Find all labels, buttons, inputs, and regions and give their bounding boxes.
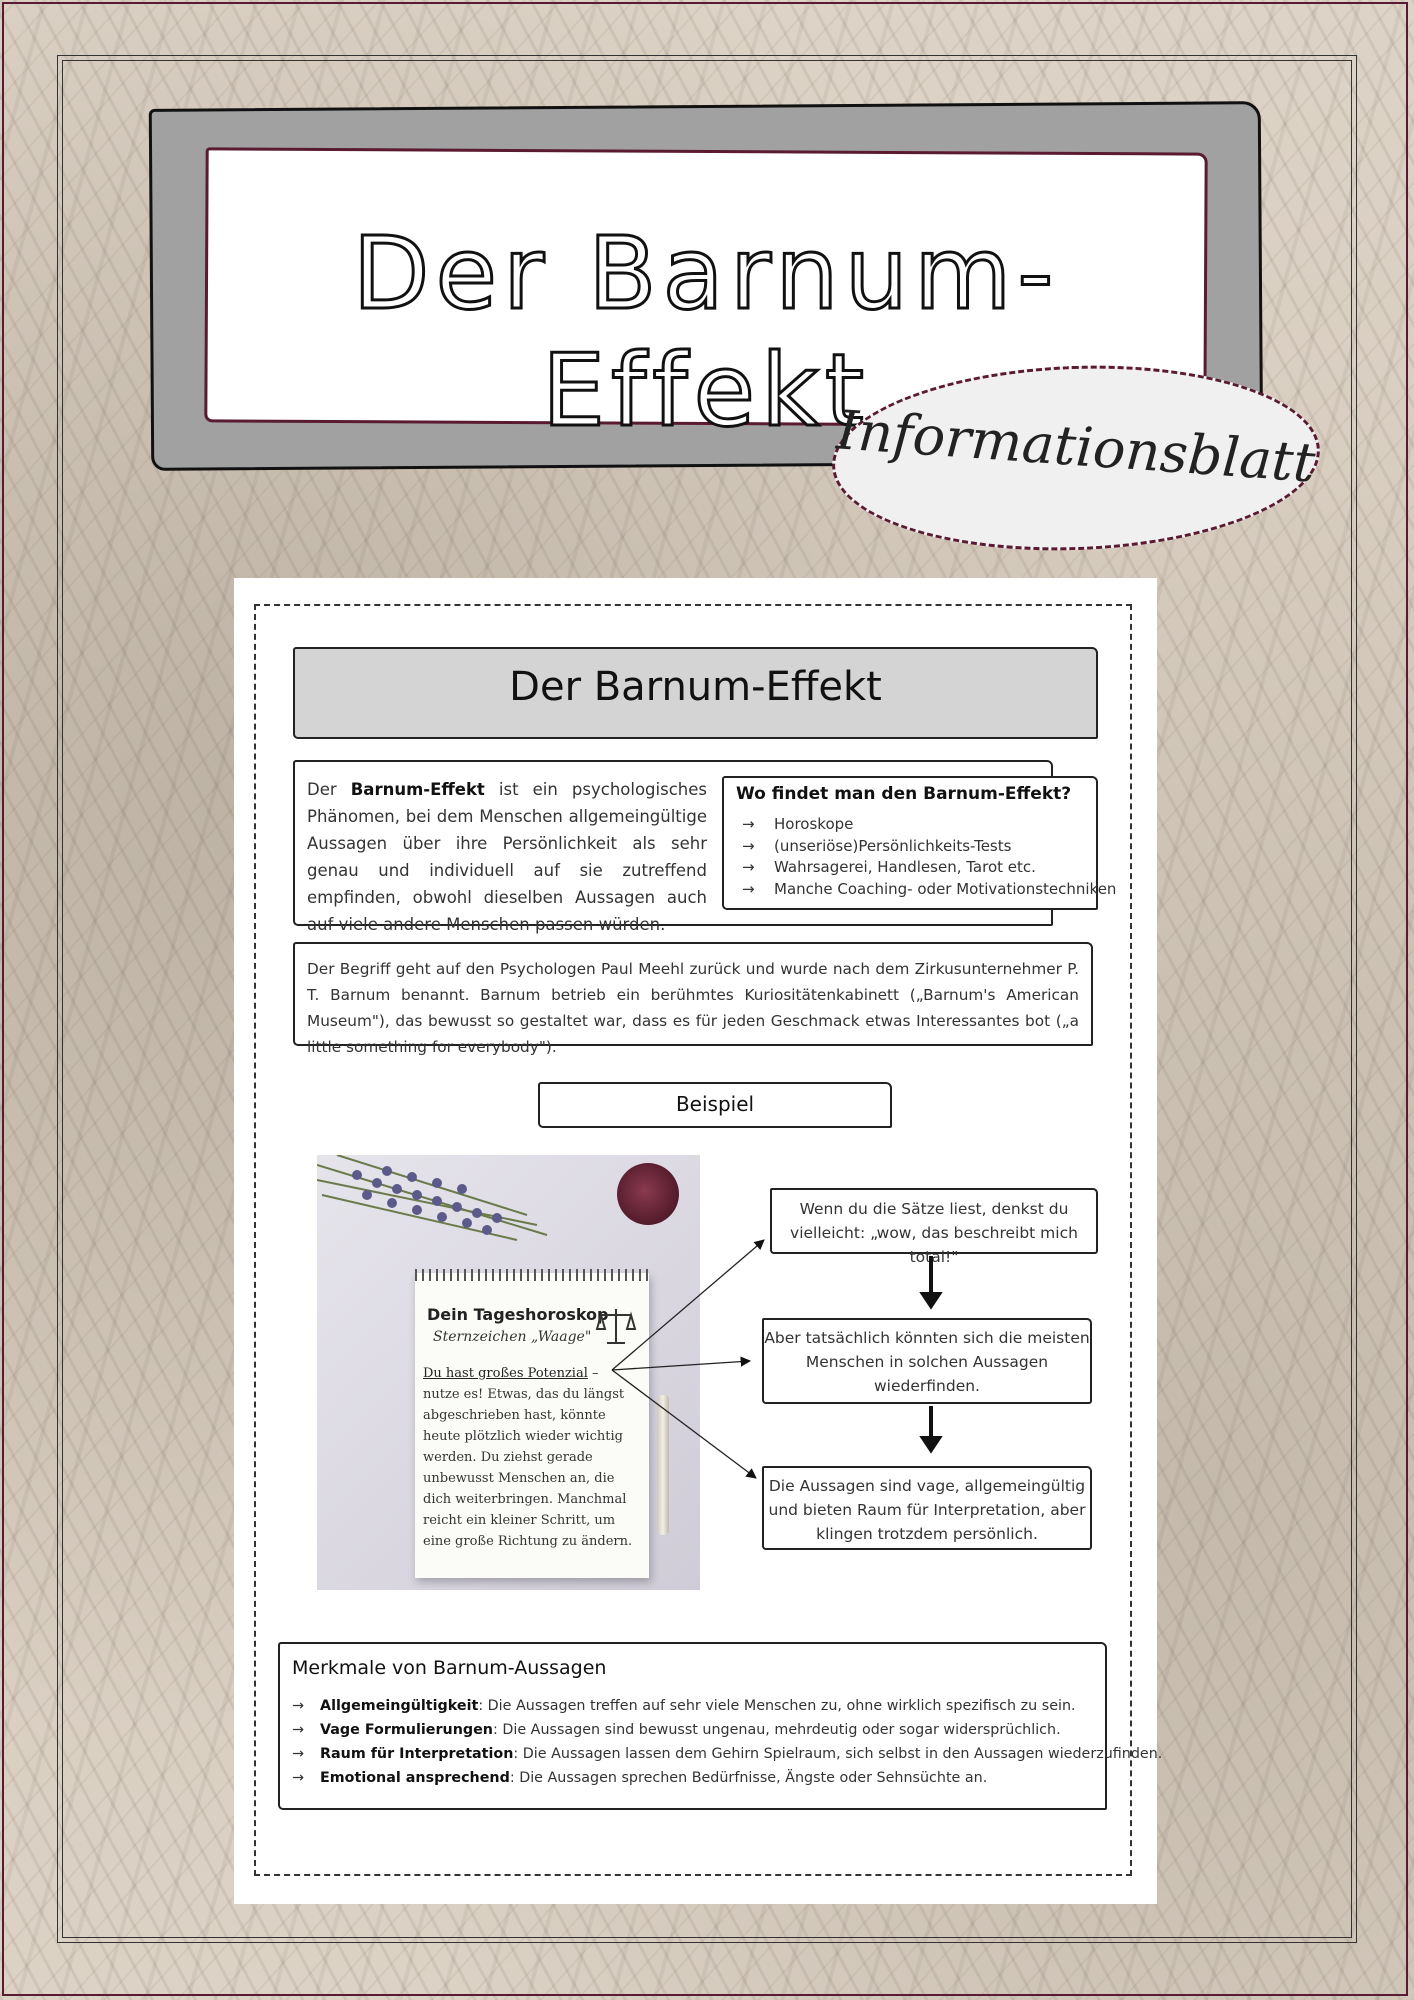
horoscope-photo	[317, 1155, 700, 1590]
list-item	[292, 1718, 1162, 1742]
lavender-icon	[317, 1155, 557, 1245]
arrow-right-icon: →	[292, 1698, 304, 1714]
list-item	[292, 1766, 1162, 1790]
arrow-right-icon: →	[742, 815, 755, 833]
feature-term: Vage Formulierungen	[320, 1722, 493, 1738]
flow-box-2: Aber tatsächlich könnten sich die meisten Menschen in solchen Aussagen wiederfinden.	[762, 1318, 1092, 1404]
notebook-spiral	[415, 1269, 649, 1281]
example-label: Beispiel	[675, 1092, 755, 1116]
flow-box-3: Die Aussagen sind vage, allgemeingültig und bieten Raum für Interpretation, aber klingen trotzdem persönlich.	[762, 1466, 1092, 1550]
page-title: Der Barnum-Effekt	[352, 215, 1060, 449]
list-item	[742, 836, 1116, 858]
arrow-right-icon: →	[292, 1746, 304, 1762]
list-item	[742, 814, 1116, 836]
flow-box-1: Wenn du die Sätze liest, denkst du vielleicht: „wow, das beschreibt mich total!"	[770, 1188, 1098, 1254]
horoscope-text: – nutze es! Etwas, das du längst abgeschrieben hast, könnte heute plötzlich wieder wichtig werden. Du ziehst gerade unbewusst Menschen an, die dich weiterbringen. Manchmal reicht ein kleiner Schritt, um eine große Richtung zu ändern.	[423, 1366, 633, 1549]
list-item	[292, 1694, 1162, 1718]
horoscope-subtitle: Sternzeichen „Waage"	[433, 1329, 592, 1345]
arrow-right-icon: →	[292, 1722, 304, 1738]
intro-text	[307, 776, 707, 938]
list-item	[742, 857, 1116, 879]
horoscope-body	[423, 1363, 633, 1552]
pen-icon	[657, 1395, 669, 1535]
intro-term: Barnum-Effekt	[350, 780, 485, 799]
badge-label: Informationsblatt	[834, 398, 1318, 495]
feature-term: Raum für Interpretation	[320, 1746, 514, 1762]
arrow-right-icon: →	[742, 879, 755, 898]
horoscope-title: Dein Tageshoroskop	[427, 1305, 609, 1324]
where-item: Manche Coaching- oder Motivationstechniken	[774, 879, 1117, 898]
feature-term: Allgemeingültigkeit	[320, 1698, 479, 1714]
where-list	[742, 814, 1116, 900]
where-item: (unseriöse)Persönlichkeits-Tests	[774, 836, 1012, 855]
feature-text: : Die Aussagen lassen dem Gehirn Spielraum, sich selbst in den Aussagen wiederzufinden.	[513, 1746, 1163, 1762]
arrow-right-icon: →	[292, 1770, 304, 1786]
where-title: Wo findet man den Barnum-Effekt?	[736, 784, 1072, 804]
feature-text: : Die Aussagen sprechen Bedürfnisse, Ängste oder Sehnsüchte an.	[509, 1770, 988, 1786]
list-item	[292, 1742, 1162, 1766]
where-item: Horoskope	[774, 815, 854, 833]
intro-body: ist ein psychologisches Phänomen, bei dem Menschen allgemeingültige Aussagen über ihre Persönlichkeit als sehr genau und individuell auf sie zutreffend empfinden, obwohl dieselben Aussagen auch auf viele andere Menschen passen würden.	[307, 780, 707, 934]
features-title: Merkmale von Barnum-Aussagen	[292, 1657, 607, 1679]
libra-scale-icon	[595, 1305, 637, 1347]
list-item	[742, 879, 1116, 901]
feature-text: : Die Aussagen treffen auf sehr viele Menschen zu, ohne wirklich spezifisch zu sein.	[478, 1698, 1076, 1714]
arrow-right-icon: →	[742, 836, 755, 855]
feature-term: Emotional ansprechend	[320, 1770, 510, 1786]
feature-text: : Die Aussagen sind bewusst ungenau, mehrdeutig oder sogar widersprüchlich.	[493, 1722, 1061, 1738]
candle-icon	[617, 1163, 679, 1225]
origin-text: Der Begriff geht auf den Psychologen Paul Meehl zurück und wurde nach dem Zirkusunternehmer P. T. Barnum benannt. Barnum betrieb ein berühmtes Kuriositätenkabinett („Barnum's American Museum"), das bewusst so gestaltet war, dass es für jeden Geschmack etwas Interessantes bot („a little something for everybody").	[307, 960, 1079, 1056]
where-item: Wahrsagerei, Handlesen, Tarot etc.	[774, 858, 1036, 876]
sheet-title: Der Barnum-Effekt	[509, 664, 882, 710]
intro-pre: Der	[307, 780, 351, 799]
arrow-right-icon: →	[742, 858, 755, 876]
features-list	[292, 1694, 1162, 1790]
horoscope-underlined: Du hast großes Potenzial	[423, 1366, 588, 1381]
